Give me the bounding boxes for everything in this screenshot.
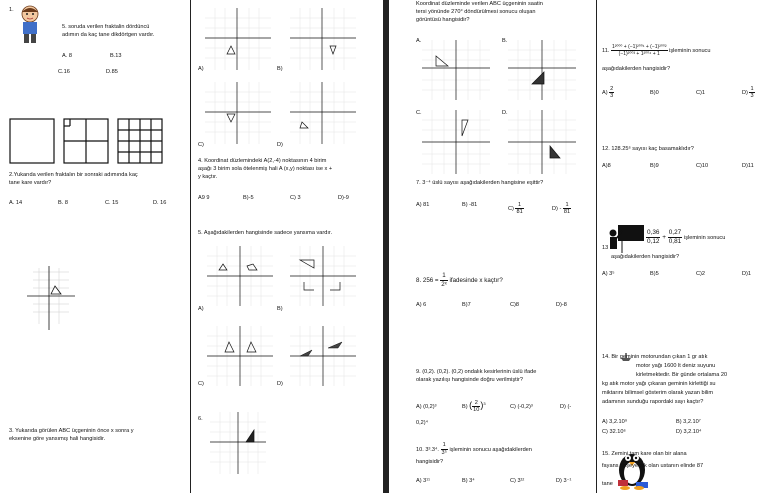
reflection-option-a[interactable]: A) [198, 306, 204, 312]
q11-rest: işleminin sonucu [669, 48, 711, 55]
fractal-steps-figure [9, 118, 164, 164]
fraction-numerator: 1 [440, 272, 447, 281]
q4-option-b[interactable]: B)-5 [243, 195, 254, 201]
q14-line-3: kirletmektedir. Bir günde ortalama 20 [636, 372, 728, 378]
fraction-numerator: 2 [610, 86, 614, 92]
q1-option-a[interactable]: A. 8 [62, 53, 72, 59]
q2-line-2: tane kare vardır? [9, 180, 52, 186]
q13-option-c[interactable]: C)2 [696, 271, 706, 277]
q11-option-a[interactable] [602, 86, 614, 99]
q8-label: 8. 256 = [416, 276, 439, 284]
q12-option-c[interactable]: C)10 [696, 163, 709, 169]
q7-option-a[interactable]: A) 81 [416, 202, 430, 208]
q11-option-b[interactable]: B)0 [650, 90, 659, 96]
rotation-option-d-grid [290, 82, 356, 144]
intro-option-c-grid [422, 110, 490, 174]
page-gutter [383, 0, 389, 493]
q9-option-d[interactable]: D) (- [560, 404, 572, 410]
q7-option-d-fraction [563, 202, 571, 215]
q9-option-d-tail: 0,2)⁴ [416, 420, 429, 426]
fraction-denominator: 0,81 [668, 238, 682, 245]
fraction-denominator: 81 [516, 209, 523, 215]
q10-option-c[interactable]: C) 3¹² [510, 478, 525, 484]
intro-option-b-grid [508, 40, 576, 100]
q11-option-d[interactable] [742, 86, 755, 99]
q11-option-c[interactable]: C)1 [696, 90, 706, 96]
rotation-option-b-grid [290, 8, 356, 70]
q6-number: 6. [198, 416, 203, 422]
q10-rest-2: hangisidir? [416, 459, 444, 465]
q6-grid-figure [210, 412, 266, 474]
q10-option-a[interactable]: A) 3¹¹ [416, 478, 430, 484]
q4-line-3: y kaçtır. [198, 174, 218, 180]
q10-option-d[interactable]: D) 3⁻¹ [556, 478, 572, 484]
fraction-denominator: 0,12 [647, 238, 660, 245]
q2-line-1: 2.Yukarıda verilen fraktalın bir sonraki adımında kaç [9, 172, 138, 178]
q4-line-2: aşağı 3 birim sola ötelenmiş hali A (x,y) noktası ise x + [198, 166, 333, 172]
q4-line-1: 4. Koordinat düzlemindeki A(2,-4) noktasının 4 birim [198, 158, 327, 164]
intro-option-d-grid [508, 110, 576, 174]
intro-option-c[interactable]: C. [416, 110, 422, 116]
q14-option-a[interactable]: A) 3,2.10⁹ [602, 419, 628, 425]
fraction-numerator: 1 [515, 202, 523, 209]
column-divider [190, 0, 191, 493]
q13-option-b[interactable]: B)5 [650, 271, 659, 277]
q11-question [602, 44, 710, 58]
coordinate-grid-figure [25, 266, 77, 330]
fraction-numerator: 1 [750, 86, 754, 92]
q7-text: 7. 3⁻⁴ üslü sayısı aşağıdakilerden hangisine eşittir? [416, 180, 544, 186]
fraction-denominator: 3⁵ [441, 449, 447, 456]
q13-number: 13 [602, 245, 609, 251]
q15-line-1: 15. Zemini tam kare olan bir alana [602, 451, 687, 457]
q10-question [416, 442, 532, 457]
fraction-numerator: 2 [472, 400, 480, 407]
q11-option-d-fraction [749, 86, 754, 99]
reflection-option-d-grid [290, 326, 356, 386]
fraction-denominator: (−1)²⁰⁰³ + 1²⁰⁰⁴ + 1 [618, 51, 660, 58]
intro-line-2: tersi yönünde 270° döndürülmesi sonucu oluşan [416, 9, 536, 15]
q4-option-a[interactable]: A9 9 [198, 195, 210, 201]
reflection-option-d[interactable]: D) [277, 381, 283, 387]
q14-line-1: 14. Bir geminin motorundan çıkan 1 gr atık [602, 354, 708, 360]
q7-option-b[interactable]: B) -81 [462, 202, 478, 208]
q13-fraction-2 [668, 229, 682, 246]
q8-rest: ifadesinde x kaçtır? [449, 276, 503, 284]
q2-option-d[interactable]: D. 16 [153, 200, 167, 206]
q10-label: 10. 3³.3⁴. [416, 446, 439, 453]
reflection-option-b-grid [290, 246, 356, 306]
q10-option-b[interactable]: B) 3⁴ [462, 478, 475, 484]
q1-line-1: 5. soruda verilen fraktalin dördüncü [62, 24, 150, 30]
q13-option-d[interactable]: D)1 [742, 271, 752, 277]
rotation-option-c-grid [205, 82, 271, 144]
q12-option-a[interactable]: A)8 [602, 163, 611, 169]
q14-line-4: kg atık motor yağı çıkaran geminin kirlettiği su [602, 381, 716, 387]
q14-line-6: adamının sunduğu rapordaki sayı kaçtır? [602, 399, 704, 405]
q8-fraction [440, 272, 447, 289]
q2-option-b[interactable]: B. 8 [58, 200, 68, 206]
fraction-numerator: 1²⁰⁰⁰ + (−1)²⁰⁰¹ + (−1)²⁰⁰² [611, 44, 667, 50]
q14-line-5: miktarını bilimsel gösterim olarak yazan bilim [602, 390, 713, 396]
fraction-denominator: 3 [750, 93, 754, 99]
rotation-option-b[interactable]: B) [277, 66, 283, 72]
fraction-numerator: 0,36 [647, 229, 660, 236]
intro-line-3: görüntüsü hangisidir? [416, 17, 470, 23]
student-cartoon-icon [15, 4, 45, 46]
q14-option-d[interactable]: D) 3,2.10⁴ [676, 429, 702, 435]
q7-option-c-fraction [515, 202, 523, 215]
q1-option-c[interactable]: C.16 [58, 69, 70, 75]
q2-option-c[interactable]: C. 15 [105, 200, 119, 206]
q8-question [416, 272, 503, 289]
column-divider [596, 0, 597, 493]
q13-fraction-1 [646, 229, 660, 246]
q7-option-c-label: C) [508, 205, 514, 212]
q9-line-2: olarak yazılışı hangisinde doğru verilmiştir? [416, 377, 523, 383]
q14-option-c[interactable]: C) 32.10⁶ [602, 429, 626, 435]
q14-option-b[interactable]: B) 3,2.10⁷ [676, 419, 701, 425]
q15-line-2: fayans döşeyecek olan ustanın elinde 87 [602, 463, 704, 469]
q14-line-2: motor yağı 1600 lt deniz suyunu [636, 363, 716, 369]
q1-option-d[interactable]: D.85 [106, 69, 118, 75]
fraction-denominator: 3 [610, 93, 614, 99]
exponent: 3 [483, 401, 486, 407]
reflection-option-c-grid [207, 326, 273, 386]
intro-option-b[interactable]: B. [502, 38, 508, 44]
q8-option-d[interactable]: D)-8 [556, 302, 567, 308]
q7-option-d[interactable] [552, 202, 571, 215]
q11-option-a-label: A) [602, 89, 608, 96]
fraction-numerator: 0,27 [668, 229, 682, 236]
q5-text: 5. Aşağıdakilerden hangisinde sadece yansıma vardır. [198, 230, 333, 236]
reflection-option-a-grid [207, 246, 273, 306]
intro-option-a[interactable]: A. [416, 38, 422, 44]
q7-option-c[interactable] [508, 202, 524, 215]
teacher-blackboard-icon [606, 225, 644, 253]
q15-line-3: tane [602, 481, 613, 487]
q10-fraction [441, 442, 448, 457]
fraction-denominator: 10 [473, 407, 480, 414]
q13-expression [646, 229, 725, 246]
rotation-option-c[interactable]: C) [198, 142, 204, 148]
q3-line-1: 3. Yukarıda görülen ABC üçgeninin önce x sonra y [9, 428, 134, 434]
fraction-denominator: 2ˣ [441, 280, 447, 288]
fraction-denominator: 81 [563, 209, 571, 215]
open-paren: ( [469, 400, 473, 410]
rotation-option-d[interactable]: D) [277, 142, 283, 148]
q11-fraction [611, 44, 668, 58]
q11-rest-2: aşağıdakilerden hangisidir? [602, 66, 671, 72]
q12-option-b[interactable]: B)9 [650, 163, 659, 169]
q1-line-2: adımın da kaç tane dikdörtgen vardır. [62, 32, 155, 38]
q12-option-d[interactable]: D)11 [742, 163, 754, 169]
q4-option-c[interactable]: C) 3 [290, 195, 301, 201]
reflection-option-b[interactable]: B) [277, 306, 283, 312]
q7-option-d-label: D) - [552, 205, 562, 212]
intro-option-a-grid [422, 40, 490, 100]
q9-option-a[interactable]: A) (0,2)³ [416, 404, 437, 410]
q9-option-c[interactable]: C) (-0,2)³ [510, 404, 533, 410]
q9-option-b-label: B) [462, 404, 468, 410]
intro-option-d[interactable]: D. [502, 110, 508, 116]
q13-rest: işleminin sonucu [683, 235, 726, 242]
reflection-option-c[interactable]: C) [198, 381, 204, 387]
q3-line-2: eksenine göre yansımış hali hangisidir. [9, 436, 106, 442]
intro-line-1: Koordinat düzleminde verilen ABC üçgeninin saatin [416, 1, 543, 7]
q13-option-a[interactable]: A) 3⁵ [602, 271, 615, 277]
fraction-numerator: 1 [441, 442, 448, 450]
q12-text: 12. 128.25⁶ sayısı kaç basamaklıdır? [602, 146, 694, 152]
q10-rest: işleminin sonucu aşağıdakilerden [449, 446, 532, 453]
q2-option-a[interactable]: A. 14 [9, 200, 23, 206]
rotation-option-a[interactable]: A) [198, 66, 204, 72]
plus-sign: + [662, 234, 666, 242]
q4-option-d[interactable]: D)-9 [338, 195, 349, 201]
rotation-option-a-grid [205, 8, 271, 70]
fraction-numerator: 1 [563, 202, 571, 209]
q1-option-b[interactable]: B.13 [110, 53, 122, 59]
q8-option-c[interactable]: C)8 [510, 302, 520, 308]
q9-option-b[interactable] [462, 400, 486, 413]
close-paren: ) [480, 400, 484, 410]
q8-option-a[interactable]: A) 6 [416, 302, 427, 308]
q9-line-1: 9. (0,2). (0,2). (0,2) ondalık kesirlerinin üslü ifade [416, 369, 537, 375]
q11-label: 11. [602, 48, 610, 55]
question-number: 1. [9, 7, 14, 13]
q8-option-b[interactable]: B)7 [462, 302, 471, 308]
q11-option-d-label: D) [742, 89, 748, 96]
q13-rest-2: aşağıdakilerden hangisidir? [611, 254, 680, 260]
q11-option-a-fraction [609, 86, 614, 99]
